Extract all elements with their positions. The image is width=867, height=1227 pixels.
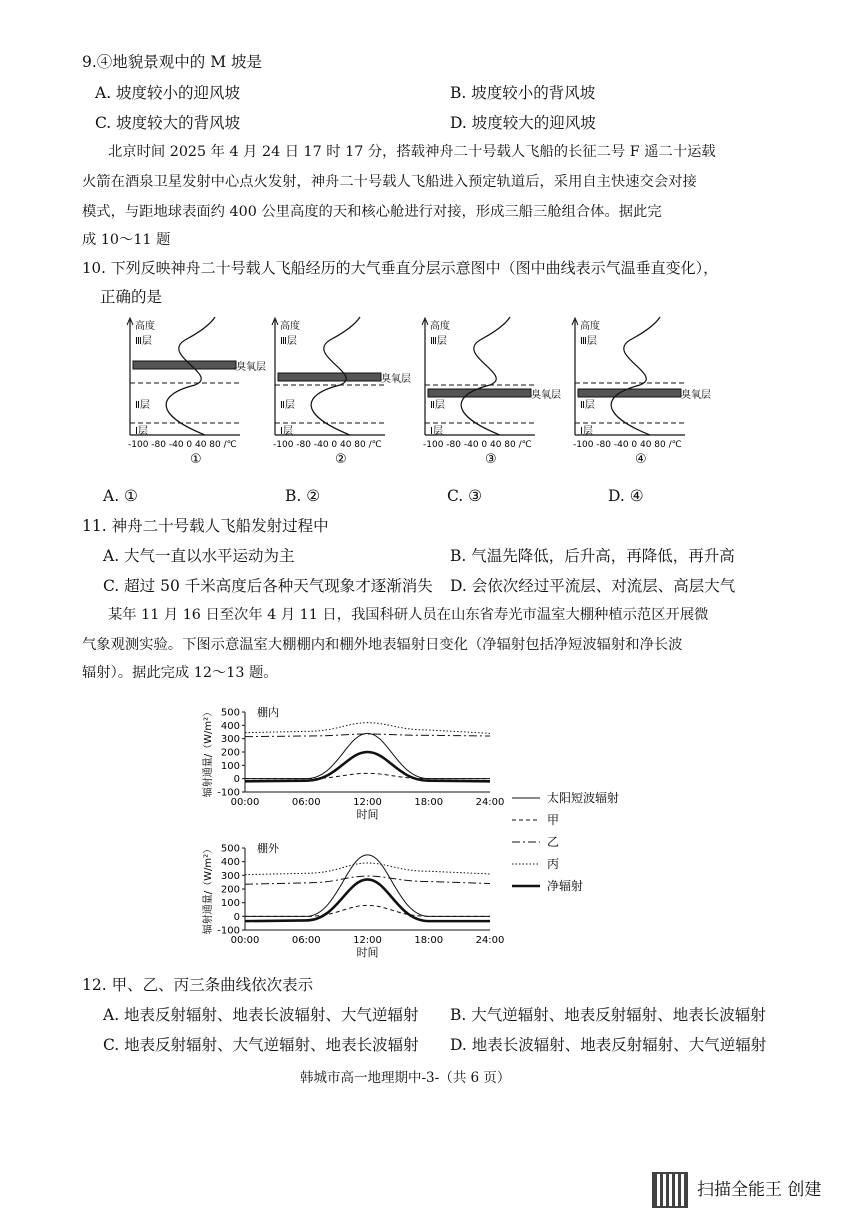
x-tick-label: 06:00 xyxy=(291,797,321,808)
height-label: 高度 xyxy=(280,321,300,332)
q11-option-a: A. 大气一直以水平运动为主 xyxy=(103,547,295,565)
diagram-number: ② xyxy=(335,452,347,467)
series-2-line xyxy=(245,905,490,916)
x-tick-label: 06:00 xyxy=(291,935,321,946)
passage1-line4: 成 10～11 题 xyxy=(82,232,171,248)
y-axis-label: 辐射通量/（W/m²） xyxy=(203,843,214,935)
x-tick-labels: -100 -80 -40 0 40 80 /℃ xyxy=(573,440,682,450)
q12-option-a: A. 地表反射辐射、地表长波辐射、大气逆辐射 xyxy=(103,1006,419,1024)
q9-option-d: D. 坡度较大的迎风坡 xyxy=(450,114,596,132)
y-tick-label: 300 xyxy=(220,870,240,882)
series-4-line xyxy=(245,863,490,875)
ozone-label: 臭氧层 xyxy=(531,390,561,401)
q12-option-c: C. 地表反射辐射、大气逆辐射、地表长波辐射 xyxy=(103,1036,419,1054)
layer3-label: Ⅲ层 xyxy=(580,336,597,347)
passage2-line2: 气象观测实验。下图示意温室大棚棚内和棚外地表辐射日变化（净辐射包括净短波辐射和净长波 xyxy=(82,637,683,653)
chart-title: 棚外 xyxy=(257,842,279,855)
atm-diagram-1 xyxy=(127,317,266,467)
x-tick-label: 12:00 xyxy=(353,797,382,808)
ozone-band xyxy=(278,373,381,381)
q9-stem: 9.④地貌景观中的 M 坡是 xyxy=(82,53,263,71)
radiation-charts xyxy=(0,700,867,970)
y-tick-label: 0 xyxy=(233,774,240,786)
q12-option-d: D. 地表长波辐射、地表反射辐射、大气逆辐射 xyxy=(450,1036,767,1054)
series-5-line xyxy=(245,752,490,781)
layer2-label: Ⅱ层 xyxy=(580,400,595,411)
y-tick-label: 200 xyxy=(220,884,240,896)
y-tick-label: 400 xyxy=(220,720,240,732)
x-tick-label: 24:00 xyxy=(475,797,505,808)
y-tick-label: 0 xyxy=(233,911,240,923)
x-tick-label: 18:00 xyxy=(414,935,444,946)
layer3-label: Ⅲ层 xyxy=(135,336,152,347)
layer2-label: Ⅱ层 xyxy=(280,400,295,411)
q10-option-d: D. ④ xyxy=(608,487,644,505)
atm-diagram-4 xyxy=(572,317,711,467)
layer1-label: Ⅰ层 xyxy=(430,426,443,437)
q10-stem-line2: 正确的是 xyxy=(100,288,163,306)
ozone-label: 臭氧层 xyxy=(681,390,711,401)
radiation-chart-1 xyxy=(201,705,504,821)
q9-option-c: C. 坡度较大的背风坡 xyxy=(95,114,241,132)
layer1-label: Ⅰ层 xyxy=(280,426,293,437)
passage1-line1: 北京时间 2025 年 4 月 24 日 17 时 17 分，搭载神舟二十号载人飞船的长征二号 F 遥二十运载 xyxy=(108,144,716,160)
q10-stem-line1: 10. 下列反映神舟二十号载人飞船经历的大气垂直分层示意图中（图中曲线表示气温垂直变化）， xyxy=(82,259,719,277)
diagram-number: ① xyxy=(190,452,202,467)
y-tick-label: 500 xyxy=(220,707,240,719)
x-axis-label: 时间 xyxy=(356,808,379,821)
q11-option-b: B. 气温先降低，后升高，再降低，再升高 xyxy=(450,547,735,565)
series-4-line xyxy=(245,723,490,734)
y-tick-label: 100 xyxy=(220,760,240,772)
layer1-label: Ⅰ层 xyxy=(580,426,593,437)
q10-option-c: C. ③ xyxy=(447,487,483,505)
ozone-band xyxy=(133,361,236,369)
legend-label: 甲 xyxy=(547,813,560,827)
x-tick-label: 24:00 xyxy=(475,935,505,946)
y-tick-label: 200 xyxy=(220,747,240,759)
x-tick-label: 00:00 xyxy=(230,935,260,946)
passage2-line1: 某年 11 月 16 日至次年 4 月 11 日，我国科研人员在山东省寿光市温室大棚种植示范区开展微 xyxy=(108,607,709,623)
temperature-curve xyxy=(461,317,510,435)
atmosphere-layer-diagrams xyxy=(0,315,867,475)
y-tick-label: 100 xyxy=(220,898,240,910)
y-tick-label: -100 xyxy=(217,925,240,937)
atm-diagram-3 xyxy=(422,317,561,467)
x-axis-label: 时间 xyxy=(356,946,379,959)
x-tick-label: 00:00 xyxy=(230,797,260,808)
y-tick-label: 400 xyxy=(220,857,240,869)
height-label: 高度 xyxy=(430,321,450,332)
q12-stem: 12. 甲、乙、丙三条曲线依次表示 xyxy=(82,976,314,994)
series-1-line xyxy=(245,733,490,778)
temperature-curve xyxy=(166,317,215,435)
height-label: 高度 xyxy=(135,321,155,332)
diagram-number: ③ xyxy=(485,452,497,467)
legend-label: 太阳短波辐射 xyxy=(547,791,620,805)
scanner-watermark: 扫描全能王 创建 xyxy=(697,1180,822,1200)
legend-label: 丙 xyxy=(547,857,560,871)
x-tick-label: 12:00 xyxy=(353,935,382,946)
series-2-line xyxy=(245,773,490,778)
series-3-line xyxy=(245,734,490,737)
temperature-curve xyxy=(611,317,660,435)
qr-code-icon xyxy=(652,1172,688,1208)
ozone-band xyxy=(428,389,531,397)
layer3-label: Ⅲ层 xyxy=(280,336,297,347)
radiation-chart-2 xyxy=(201,841,504,959)
chart-legend xyxy=(512,790,619,893)
passage1-line2: 火箭在酒泉卫星发射中心点火发射，神舟二十号载人飞船进入预定轨道后，采用自主快速交会对接 xyxy=(82,174,697,190)
chart-title: 棚内 xyxy=(257,706,279,719)
y-axis-label: 辐射通量/（W/m²） xyxy=(203,706,214,798)
ozone-label: 臭氧层 xyxy=(381,374,411,385)
ozone-band xyxy=(578,389,681,397)
series-1-line xyxy=(245,855,490,917)
legend-label: 乙 xyxy=(547,835,560,849)
q9-option-a: A. 坡度较小的迎风坡 xyxy=(95,84,241,102)
height-label: 高度 xyxy=(580,321,600,332)
passage2-line3: 辐射）。据此完成 12～13 题。 xyxy=(82,665,278,681)
x-tick-label: 18:00 xyxy=(414,797,444,808)
x-tick-labels: -100 -80 -40 0 40 80 /℃ xyxy=(273,440,382,450)
ozone-label: 臭氧层 xyxy=(236,362,266,373)
layer2-label: Ⅱ层 xyxy=(430,400,445,411)
y-tick-label: -100 xyxy=(217,787,240,799)
q11-option-c: C. 超过 50 千米高度后各种天气现象才逐渐消失 xyxy=(103,577,433,595)
x-tick-labels: -100 -80 -40 0 40 80 /℃ xyxy=(128,440,237,450)
q9-option-b: B. 坡度较小的背风坡 xyxy=(450,84,596,102)
x-tick-labels: -100 -80 -40 0 40 80 /℃ xyxy=(423,440,532,450)
atm-diagram-2 xyxy=(272,317,411,467)
q11-option-d: D. 会依次经过平流层、对流层、高层大气 xyxy=(450,577,736,595)
q10-option-b: B. ② xyxy=(285,487,321,505)
y-tick-label: 300 xyxy=(220,734,240,746)
passage1-line3: 模式，与距地球表面约 400 公里高度的天和核心舱进行对接，形成三船三舱组合体。据此完 xyxy=(82,204,662,220)
diagram-number: ④ xyxy=(635,452,647,467)
q10-option-a: A. ① xyxy=(103,487,138,505)
layer2-label: Ⅱ层 xyxy=(135,400,150,411)
q12-option-b: B. 大气逆辐射、地表反射辐射、地表长波辐射 xyxy=(450,1006,766,1024)
q11-stem: 11. 神舟二十号载人飞船发射过程中 xyxy=(82,517,329,535)
page-footer: 韩城市高一地理期中-3-（共 6 页） xyxy=(300,1070,511,1086)
layer1-label: Ⅰ层 xyxy=(135,426,148,437)
series-5-line xyxy=(245,879,490,921)
y-tick-label: 500 xyxy=(220,843,240,855)
legend-label: 净辐射 xyxy=(547,879,584,893)
layer3-label: Ⅲ层 xyxy=(430,336,447,347)
